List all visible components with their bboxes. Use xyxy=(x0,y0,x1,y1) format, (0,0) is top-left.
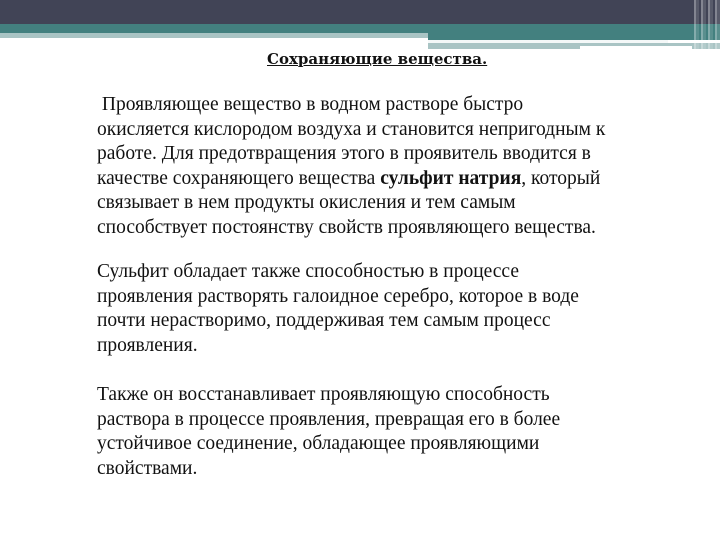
banner-teal-band-right xyxy=(428,24,720,40)
text-line: проявления. xyxy=(97,334,198,356)
slide-title: Сохраняющие вещества. xyxy=(267,50,488,68)
banner-dark-band xyxy=(0,0,720,24)
text-line xyxy=(97,167,717,192)
text-line: окисляется кислородом воздуха и становится непригодным к xyxy=(97,118,606,140)
banner-edge-stripes xyxy=(692,0,720,52)
text-line: почти нерастворимо, поддерживая тем самым процесс xyxy=(97,310,551,331)
paragraph-3 xyxy=(97,383,717,481)
text-line: раствора в процессе проявления, превращая его в более xyxy=(97,408,561,430)
paragraph-2 xyxy=(97,260,717,358)
text-segment: качестве сохраняющего вещества xyxy=(97,167,381,189)
text-line: связывает в нем продукты окисления и тем самым xyxy=(97,192,516,213)
text-line: работе. Для предотвращения этого в проявитель вводится в xyxy=(97,143,591,164)
text-segment: , который xyxy=(521,167,601,189)
text-line: Сульфит обладает также способностью в процессе xyxy=(97,261,519,282)
banner-light-band-left xyxy=(0,33,428,38)
text-line: Проявляющее вещество в водном растворе быстро xyxy=(97,94,524,115)
text-line: устойчивое соединение, обладающее проявляющими xyxy=(97,433,540,454)
paragraph-1 xyxy=(97,93,717,240)
banner-teal-band-left xyxy=(0,24,428,33)
text-line: проявления растворять галоидное серебро, которое в воде xyxy=(97,285,579,307)
text-line: свойствами. xyxy=(97,457,198,479)
emphasis-sodium-sulfite: сульфит натрия xyxy=(380,167,522,189)
banner-white-accent xyxy=(580,46,692,49)
text-line: способствует постоянству свойств проявляющего вещества. xyxy=(97,216,596,238)
text-line: Также он восстанавливает проявляющую способность xyxy=(97,384,550,405)
